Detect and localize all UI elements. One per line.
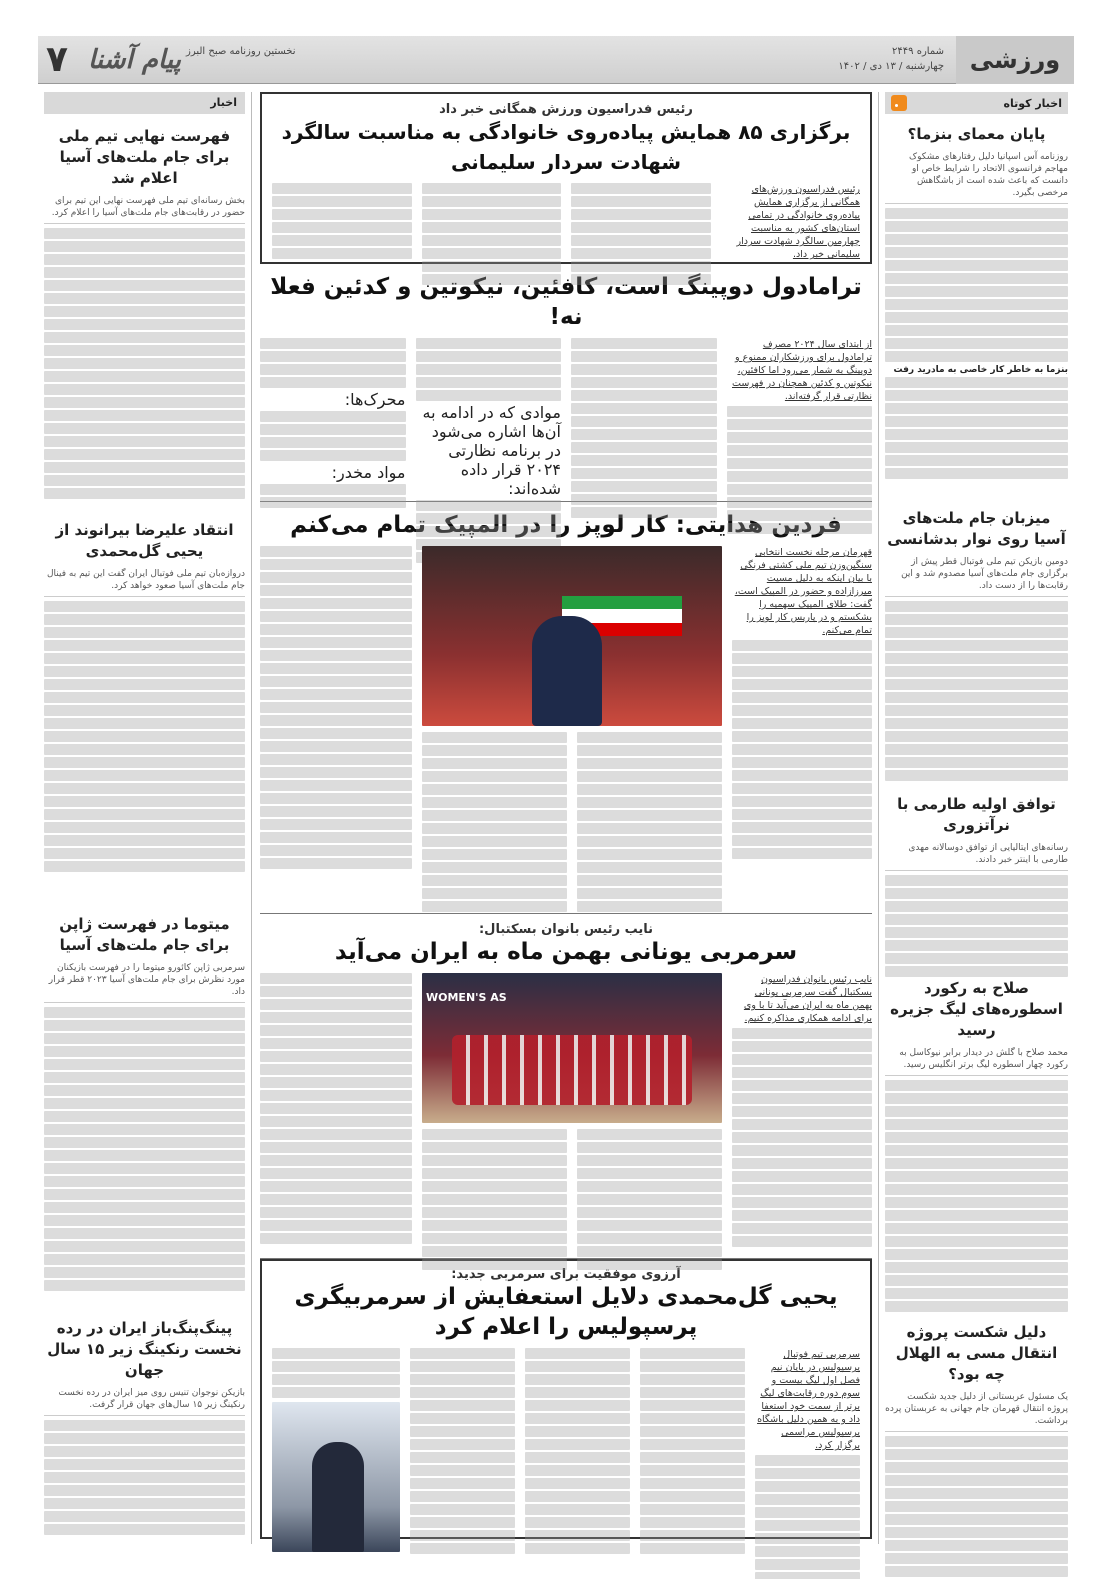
news-item [44, 520, 245, 900]
rss-icon [891, 95, 907, 111]
brief-title: میزبان جام ملت‌های آسیا روی نوار بدشانسی [887, 509, 1066, 548]
brief-title: دلیل شکست پروژه انتقال مسی به الهلال چه بود؟ [895, 1323, 1058, 1383]
news-title: انتقاد علیرضا بیرانوند از یحیی گل‌محمدی [55, 521, 234, 560]
news-item [44, 126, 245, 506]
brief-lead: یک مسئول عربستانی از دلیل جدید شکست پروژه انتقال قهرمان جام جهانی به عربستان پرده برداشت. [885, 1391, 1068, 1432]
doping-lead: از ابتدای سال ۲۰۲۴ مصرف ترامادول برای ورزشکاران ممنوع و دوپینگ به شمار می‌رود اما کافئین، نیکوتین و کدئین همچنان در فهرست نظارتی قرار گرفته‌اند. [732, 339, 872, 402]
tagline: نخستین روزنامه صبح البرز [186, 46, 296, 57]
football-lead: سرمربی تیم فوتبال پرسپولیس در پایان نیم فصل اول لیگ بیست و سوم دوره رقابت‌های لیگ برتر از سمت خود استعفا داد و به همین دلیل باشگاه پرسپولیس مراسمی برگزار کرد. [757, 1349, 860, 1451]
basketball-lead: نایب رئیس بانوان فدراسیون بسکتبال گفت سرمربی یونانی بهمن ماه به ایران می‌آید تا با وی برای ادامه همکاری مذاکره کنیم. [743, 974, 872, 1024]
brief-lead: دومین بازیکن تیم ملی فوتبال قطر پیش از برگزاری جام ملت‌های آسیا مصدوم شد و این رقابت‌ها را از دست داد. [885, 556, 1068, 597]
football-kicker: آرزوی موفقیت برای سرمربی جدید: [451, 1267, 681, 1282]
short-news-title: اخبار کوتاه [1003, 96, 1062, 110]
doping-stimulants: محرک‌ها: [344, 390, 406, 409]
coach-figure [312, 1442, 364, 1552]
brief-item [885, 978, 1068, 1308]
brief-title: صلاح به رکورد اسطوره‌های لیگ جزیره رسید [890, 979, 1063, 1039]
brief-body [885, 208, 1068, 362]
doping-narcotics: مواد مخدر: [331, 463, 406, 482]
news-title: پینگ‌پنگ‌باز ایران در رده نخست رنکینگ زیر ۱۵ سال جهان [47, 1319, 242, 1379]
football-headline: یحیی گل‌محمدی دلایل استعفایش از سرمربیگری پرسپولیس را اعلام کرد [294, 1284, 838, 1340]
basketball-headline: سرمربی یونانی بهمن ماه به ایران می‌آید [334, 939, 798, 965]
news-lead: بازیکن نوجوان تنیس روی میز ایران در رده نخست رنکینگ زیر ۱۵ سال‌های جهان قرار گرفت. [44, 1387, 245, 1416]
news-header: اخبار [44, 92, 245, 114]
team-banner: WOMEN'S AS [426, 991, 507, 1004]
wrestling-story [260, 502, 872, 914]
newspaper-logo: پیام آشنا [88, 45, 181, 75]
news-item [44, 1318, 245, 1535]
wrestling-lead: قهرمان مرحله نخست انتخابی سنگین‌وزن تیم ملی کشتی فرنگی با بیان اینکه به دلیل مسیت میرزازاده و حضور در المپیک است، گفت: طلای المپیک سهمیه را بشکستم و در پاریس کار لوپز را تمام می‌کنم. [734, 547, 872, 636]
basketball-story [260, 914, 872, 1259]
top-story [260, 92, 872, 264]
doping-headline: ترامادول دوپینگ است، کافئین، نیکوتین و کدئین فعلا نه! [270, 274, 862, 330]
brief-lead: محمد صلاح با گلش در دیدار برابر نیوکاسل به رکورد چهار اسطوره لیگ برتر انگلیس رسید. [885, 1047, 1068, 1076]
brief-title: توافق اولیه طارمی با نرآتزوری [897, 795, 1056, 834]
short-news-header [885, 92, 1068, 114]
top-story-kicker: رئیس فدراسیون ورزش همگانی خبر داد [439, 102, 693, 117]
brief-title: پایان معمای بنزما؟ [907, 125, 1046, 143]
brief-item [885, 124, 1068, 494]
doping-subhead: موادی که در ادامه به آن‌ها اشاره می‌شود در برنامه نظارتی ۲۰۲۴ قرار داده شده‌اند: [422, 403, 561, 498]
news-column [38, 92, 252, 1544]
news-lead: بخش رسانه‌ای تیم ملی فهرست نهایی این تیم برای حضور در رقابت‌های جام ملت‌های آسیا را اعلام کرد. [44, 195, 245, 224]
brief-lead: روزنامه آس اسپانیا دلیل رفتارهای مشکوک مهاجم فرانسوی الاتحاد را شرایط خاص او دانست که باعث شده است از باشگاهش مرخصی بگیرد. [885, 151, 1068, 204]
issue-number: شماره ۲۴۴۹ [892, 46, 944, 57]
team-photo [422, 973, 722, 1123]
page-number: ۷ [46, 39, 68, 80]
news-lead: سرمربی ژاپن کائورو میتوما را در فهرست بازیکنان مورد نظرش برای جام ملت‌های آسیا ۲۰۲۳ قطر قرار داد. [44, 962, 245, 1003]
football-story [260, 1259, 872, 1539]
top-story-lead: رئیس فدراسیون ورزش‌های همگانی از برگزاری همایش پیاده‌روی خانوادگی در تمامی استان‌های کشور به مناسبت چهارمین سالگرد شهادت سردار سلیمانی خبر داد. [736, 184, 860, 260]
issue-date: چهارشنبه / ۱۳ دی / ۱۴۰۲ [838, 61, 944, 72]
newspaper-page [38, 36, 1074, 1544]
brief-item [885, 508, 1068, 780]
wrestler-photo [422, 546, 722, 726]
doping-story [260, 264, 872, 502]
news-title: میتوما در فهرست ژاپن برای جام ملت‌های آسیا [59, 915, 230, 954]
main-content [260, 92, 872, 1544]
team-players [452, 1035, 692, 1105]
brief-subhead: بنزما به خاطر کار خاصی به مادرید رفت [893, 365, 1068, 375]
brief-item [885, 1322, 1068, 1579]
short-news-column [878, 92, 1074, 1544]
brief-item [885, 794, 1068, 964]
news-item [44, 914, 245, 1304]
coach-photo [272, 1402, 400, 1552]
top-story-headline: برگزاری ۸۵ همایش پیاده‌روی خانوادگی به مناسبت سالگرد شهادت سردار سلیمانی [281, 120, 851, 174]
wrestler-figure [532, 616, 602, 726]
basketball-kicker: نایب رئیس بانوان بسکتبال: [478, 922, 654, 937]
brief-lead: رسانه‌های ایتالیایی از توافق دوسالانه مهدی طارمی با اینتر خبر دادند. [885, 842, 1068, 871]
news-title: فهرست نهایی تیم ملی برای جام ملت‌های آسیا اعلام شد [58, 127, 231, 187]
issue-info [838, 44, 944, 74]
news-lead: دروازه‌بان تیم ملی فوتبال ایران گفت این تیم به فینال جام ملت‌های آسیا صعود خواهد کرد. [44, 568, 245, 597]
masthead [38, 36, 1074, 84]
wrestling-headline: فردین هدایتی: کار لوپز را در المپیک تمام می‌کنم [290, 512, 842, 538]
section-title: ورزشی [956, 36, 1074, 84]
